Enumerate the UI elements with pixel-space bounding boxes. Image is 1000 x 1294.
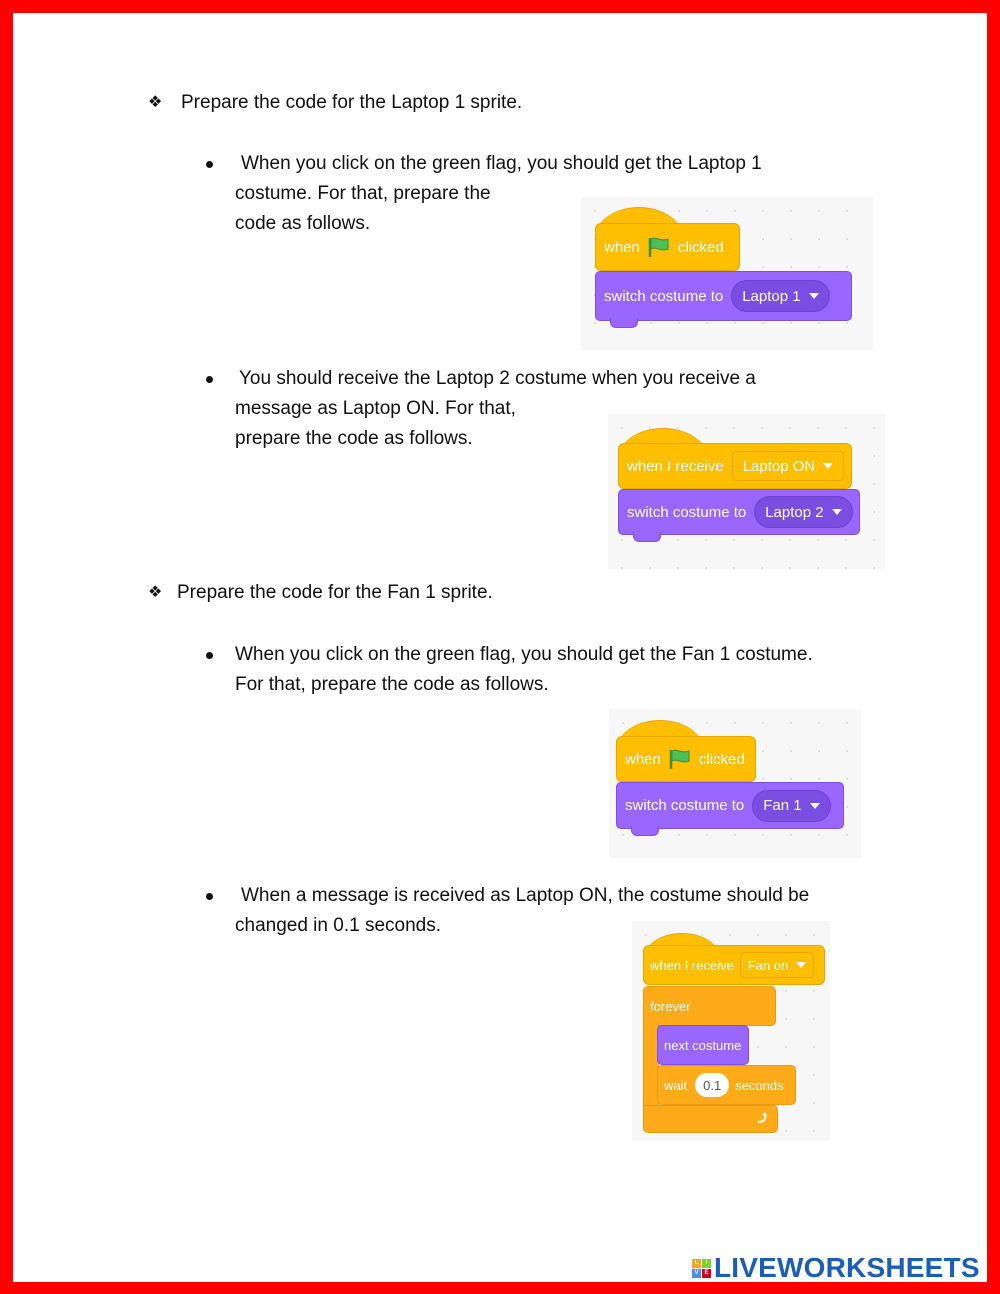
- code-block-image: [581, 197, 873, 350]
- dropdown-value: Laptop ON: [742, 457, 816, 475]
- caret-down-icon: [796, 962, 806, 968]
- dropdown-value: Fan 1: [763, 797, 802, 814]
- instruction-text: You should receive the Laptop 2 costume when you receive a: [239, 368, 756, 389]
- section-heading-fan: Prepare the code for the Fan 1 sprite.: [177, 582, 493, 603]
- logo-text: LIVEWORKSHEETS: [714, 1252, 980, 1283]
- wait-block: [657, 1065, 796, 1105]
- wait-seconds-input[interactable]: 0.1: [695, 1073, 729, 1097]
- instruction-text: message as Laptop ON. For that,: [235, 398, 516, 419]
- bullet-icon: [206, 161, 213, 168]
- costume-dropdown[interactable]: [754, 496, 852, 528]
- switch-costume-block: [618, 489, 860, 535]
- block-label: when I receive: [627, 457, 724, 475]
- forever-block-foot: [643, 1105, 778, 1133]
- block-label: clicked: [698, 750, 745, 768]
- instruction-text: For that, prepare the code as follows.: [235, 674, 549, 695]
- green-flag-icon: [667, 748, 693, 770]
- message-dropdown[interactable]: [732, 451, 845, 481]
- when-flag-clicked-block: [616, 736, 756, 782]
- instruction-text: costume. For that, prepare the: [235, 183, 491, 204]
- liveworksheets-logo: [692, 1254, 980, 1282]
- when-i-receive-block: [618, 443, 852, 489]
- instruction-text: When you click on the green flag, you should get the Laptop 1: [241, 153, 762, 174]
- dropdown-value: Laptop 2: [765, 503, 824, 521]
- caret-down-icon: [809, 293, 819, 299]
- diamond-bullet-icon: ❖: [148, 584, 163, 601]
- message-dropdown[interactable]: [740, 952, 814, 978]
- instruction-text: changed in 0.1 seconds.: [235, 915, 441, 936]
- bullet-icon: [206, 376, 213, 383]
- code-block-image: [609, 709, 861, 858]
- logo-mark-icon: L I V E: [692, 1259, 711, 1278]
- bullet-icon: [206, 652, 213, 659]
- code-block-image: [632, 921, 830, 1141]
- section-heading-laptop: Prepare the code for the Laptop 1 sprite.: [181, 92, 523, 113]
- diamond-bullet-icon: ❖: [148, 94, 163, 111]
- block-label: wait: [664, 1077, 688, 1093]
- block-label: when: [604, 238, 640, 256]
- bullet-icon: [206, 893, 213, 900]
- caret-down-icon: [832, 509, 842, 515]
- block-label: clicked: [677, 238, 724, 256]
- block-label: next costume: [664, 1037, 742, 1053]
- loop-arrow-icon: [755, 1111, 769, 1125]
- costume-dropdown[interactable]: [731, 280, 829, 312]
- when-i-receive-block: [643, 945, 825, 985]
- block-label: switch costume to: [604, 287, 724, 305]
- instruction-text: prepare the code as follows.: [235, 428, 473, 449]
- next-costume-block: [657, 1025, 749, 1065]
- block-label: when I receive: [650, 957, 734, 973]
- switch-costume-block: [595, 271, 852, 321]
- instruction-text: When you click on the green flag, you should get the Fan 1 costume.: [235, 644, 813, 665]
- block-label: forever: [650, 998, 691, 1014]
- green-flag-icon: [646, 236, 672, 258]
- block-label: seconds: [735, 1077, 784, 1093]
- block-label: switch costume to: [627, 503, 747, 521]
- block-label: when: [625, 750, 661, 768]
- dropdown-value: Laptop 1: [742, 287, 801, 305]
- caret-down-icon: [810, 803, 820, 809]
- caret-down-icon: [823, 463, 833, 469]
- switch-costume-block: [616, 782, 844, 829]
- costume-dropdown[interactable]: [752, 790, 830, 822]
- dropdown-value: Fan on: [747, 957, 789, 973]
- code-block-image: [608, 414, 885, 569]
- instruction-text: When a message is received as Laptop ON, the costume should be: [241, 885, 810, 906]
- block-label: switch costume to: [625, 797, 745, 814]
- when-flag-clicked-block: [595, 223, 740, 271]
- instruction-text: code as follows.: [235, 213, 371, 234]
- forever-block: [643, 986, 776, 1026]
